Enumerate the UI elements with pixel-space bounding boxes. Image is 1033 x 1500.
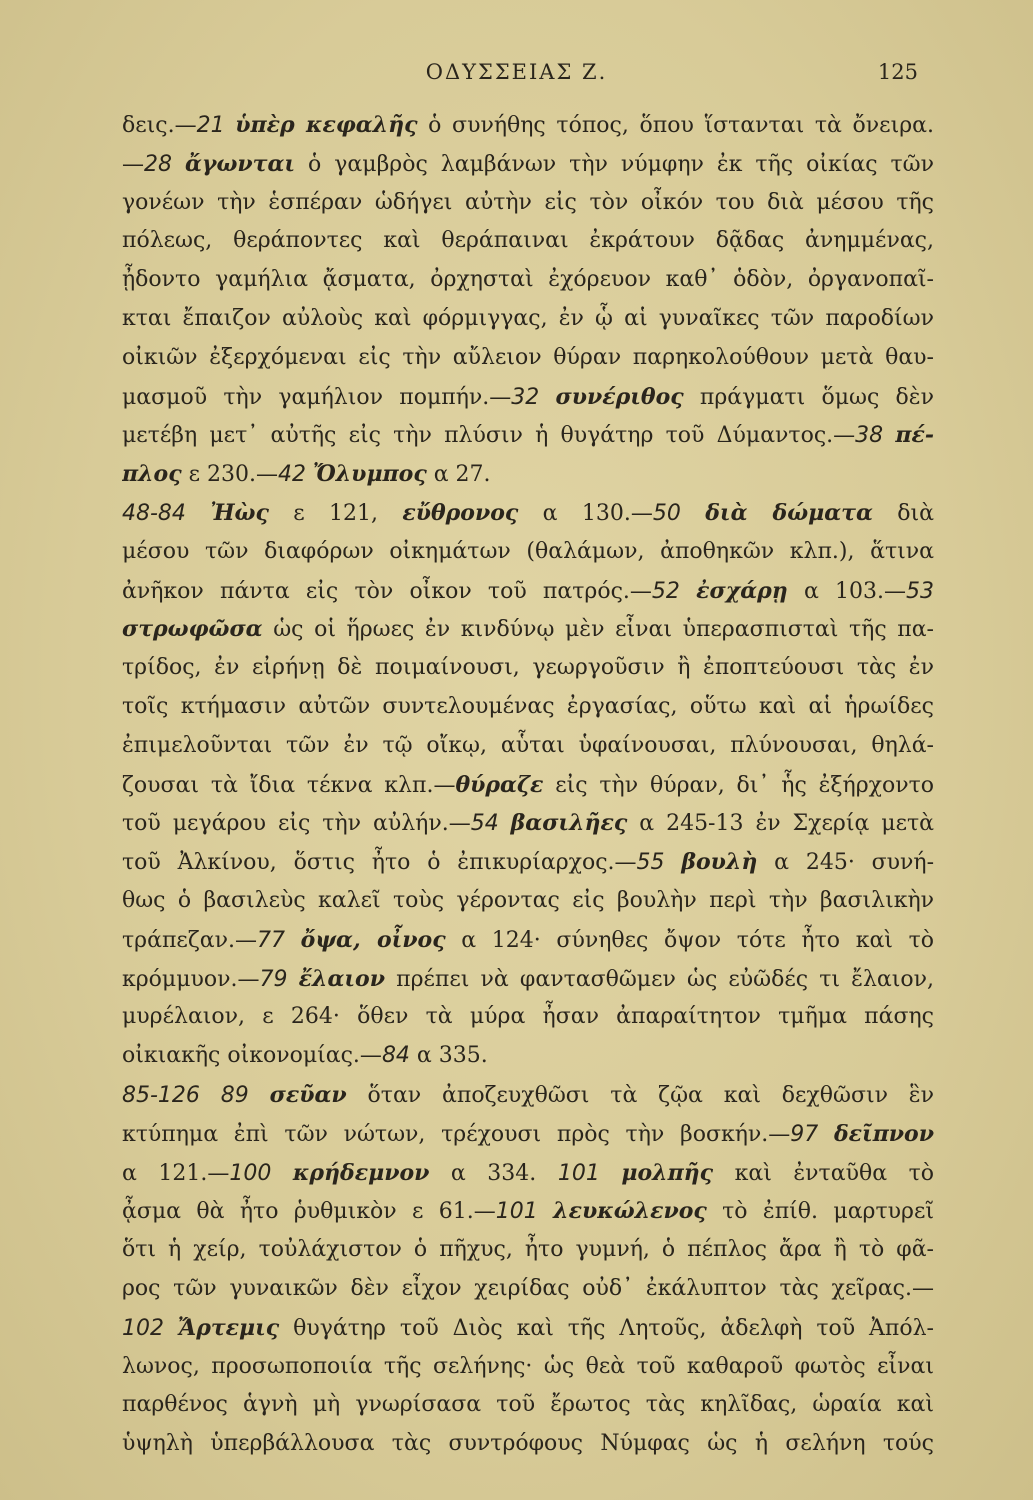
text-line: [122, 804, 934, 843]
text-run: τοῦ Ἀλκίνου, ὅστις ἦτο ὁ ἐπικυρίαρχος.—: [122, 850, 637, 876]
text-run: [539, 385, 555, 410]
text-run: α 121.—: [122, 1160, 230, 1186]
text-run: κται ἔπαιζον αὐλοὺς καὶ φόρμιγγας, ἐν ᾧ αἱ γυναῖκες τῶν παροδίων: [122, 305, 934, 331]
line-reference: 102: [122, 1315, 164, 1341]
lemma-term: διὰ δώματα: [705, 499, 873, 526]
text-line: [122, 1386, 934, 1425]
line-reference: 54: [470, 811, 499, 837]
line-reference: 79: [259, 966, 288, 992]
text-run: πόλεως, θεράποντες καὶ θεράπαιναι ἐκράτουν δᾷδας ἀνημμένας,: [122, 228, 934, 254]
text-line: [122, 455, 934, 494]
text-line: [122, 1115, 934, 1154]
text-run: [600, 1161, 622, 1186]
text-run: θως ὁ βασιλεὺς καλεῖ τοὺς γέροντας εἰς βουλὴν περὶ τὴν βασιλικὴν: [122, 887, 934, 913]
text-run: δεις.—: [122, 113, 197, 138]
lemma-term: ἔλαιον: [298, 965, 385, 992]
text-line: [122, 766, 934, 805]
text-line: [122, 300, 934, 339]
lemma-term: Ἄρτεμις: [177, 1314, 280, 1341]
line-reference: 77: [256, 927, 285, 953]
text-run: ὅταν ἀποζευχθῶσι τὰ ζῷα καὶ δεχθῶσιν ἓν: [346, 1082, 934, 1108]
line-reference: 52: [651, 578, 680, 604]
lemma-term: συνέριθος: [555, 383, 684, 410]
text-run: πρέπει νὰ φαντασθῶμεν ὡς εὐῶδές τι ἔλαιον,: [385, 966, 934, 992]
text-line: [122, 572, 934, 611]
line-reference: 85-126: [122, 1082, 200, 1108]
text-run: γονέων τὴν ἑσπέραν ὡδήγει αὐτὴν εἰς τὸν οἶκόν του διὰ μέσου τῆς: [122, 189, 934, 215]
lemma-term: θύραζε: [455, 771, 544, 798]
text-run: [499, 811, 511, 836]
text-run: μυρέλαιον, ε 264· ὅθεν τὰ μύρα ἦσαν ἀπαραίτητον τμῆμα πάσης: [122, 1004, 934, 1030]
text-run: α 130.—: [518, 500, 653, 526]
lemma-term: δεῖπνον: [834, 1120, 934, 1147]
text-line: [122, 1192, 934, 1231]
text-line: [122, 339, 934, 378]
page-number: 125: [877, 60, 918, 84]
lemma-term: ὑπὲρ κεφαλῆς: [235, 112, 418, 138]
lemma-term: σεῦαν: [269, 1081, 347, 1108]
line-reference: 28: [144, 151, 172, 177]
lemma-term: βουλὴ: [681, 849, 758, 876]
text-line: [122, 843, 934, 882]
text-run: [680, 579, 696, 604]
text-run: [200, 1083, 221, 1108]
text-run: [172, 152, 185, 177]
text-run: οἰκιακῆς οἰκονομίας.—: [122, 1043, 382, 1069]
line-reference: 42: [277, 462, 306, 488]
line-reference: 97: [790, 1121, 819, 1147]
text-run: τοῖς κτήμασιν αὐτῶν συντελουμένας ἐργασίας, οὕτω καὶ αἱ ἡρωίδες: [122, 693, 934, 719]
text-line: [122, 184, 934, 223]
text-line: [122, 145, 934, 184]
text-line: [122, 1309, 934, 1348]
commentary-text: [122, 106, 934, 1464]
line-reference: 53: [906, 578, 934, 604]
text-run: ὅτι ἡ χείρ, τοὐλάχιστον ὁ πῆχυς, ἦτο γυμνή, ὁ πέπλος ἄρα ἢ τὸ φᾶ-: [122, 1237, 934, 1263]
text-line: [122, 261, 934, 300]
text-run: ε 121,: [268, 500, 403, 526]
text-run: τὸ ἐπίθ. μαρτυρεῖ: [706, 1199, 934, 1225]
text-run: μετέβη μετ᾽ αὐτῆς εἰς τὴν πλύσιν ἡ θυγάτηρ τοῦ Δύμαντος.—: [122, 423, 856, 449]
text-run: [285, 928, 301, 953]
lemma-term: στρωφῶσα: [122, 616, 263, 643]
lemma-term: ὄψα, οἶνος: [300, 926, 446, 953]
text-run: καὶ ἐνταῦθα τὸ: [713, 1160, 934, 1186]
text-run: [306, 462, 313, 487]
text-run: ρος τῶν γυναικῶν δὲν εἶχον χειρίδας οὐδ᾽ ἐκάλυπτον τὰς χεῖρας.—: [122, 1275, 934, 1301]
text-run: κρόμμυον.—: [122, 966, 260, 992]
text-run: ὁ γαμβρὸς λαμβάνων τὴν νύμφην ἐκ τῆς οἰκίας τῶν: [295, 151, 934, 177]
text-run: —: [122, 151, 144, 177]
lemma-term: ἄγωνται: [185, 150, 296, 177]
text-run: [225, 113, 236, 138]
text-run: ἐπιμελοῦνται τῶν ἐν τῷ οἴκῳ, αὗται ὑφαίνουσαι, πλύνουσαι, θηλά-: [122, 732, 934, 758]
text-line: [122, 1154, 934, 1193]
text-run: κτύπημα ἐπὶ τῶν νώτων, τρέχουσι πρὸς τὴν βοσκήν.—: [122, 1121, 791, 1147]
text-line: [122, 1037, 934, 1076]
text-run: α 27.: [426, 462, 491, 488]
text-line: [122, 1076, 934, 1115]
text-line: [122, 533, 934, 572]
text-run: [665, 850, 682, 875]
text-run: οἰκιῶν ἐξερχόμεναι εἰς τὴν αὔλειον θύραν παρηκολούθουν μετὰ θαυ-: [122, 344, 934, 370]
line-reference: 50: [652, 500, 681, 526]
text-run: ὁ συνήθης τόπος, ὅπου ἵστανται τὰ ὄνειρα.: [417, 113, 934, 138]
lemma-term: Ὄλυμπος: [312, 461, 427, 488]
line-reference: 38: [855, 423, 884, 449]
line-reference: 48-84: [122, 500, 186, 526]
text-line: [122, 106, 934, 145]
lemma-term: Ἠὼς: [210, 499, 269, 526]
lemma-term: λευκώλενος: [553, 1198, 707, 1225]
text-run: α 103.—: [787, 578, 907, 604]
line-reference: 84: [381, 1043, 410, 1069]
text-line: [122, 727, 934, 766]
line-reference: 89: [220, 1082, 249, 1108]
text-run: ὡς οἱ ἥρωες ἐν κινδύνῳ μὲν εἶναι ὑπερασπισταὶ τῆς πα-: [262, 617, 934, 643]
text-run: α 245-13 ἐν Σχερίᾳ μετὰ: [627, 811, 934, 837]
text-run: α 245· συνή-: [757, 850, 934, 876]
text-run: [164, 1316, 178, 1341]
text-line: [122, 222, 934, 261]
text-line: [122, 688, 934, 727]
text-line: [122, 960, 934, 999]
text-run: ᾆσμα θὰ ἦτο ῥυθμικὸν ε 61.—: [122, 1199, 496, 1225]
text-run: [288, 967, 299, 992]
text-line: [122, 882, 934, 921]
text-run: παρθένος ἁγνὴ μὴ γνωρίσασα τοῦ ἔρωτος τὰς κηλῖδας, ὡραία καὶ: [122, 1392, 934, 1418]
text-run: ᾖδοντο γαμήλια ᾄσματα, ὀρχησταὶ ἐχόρευον καθ᾽ ὁδὸν, ὀργανοπαῖ-: [122, 267, 934, 293]
text-run: [883, 423, 895, 448]
text-line: [122, 921, 934, 960]
lemma-term: κρήδεμνον: [292, 1159, 430, 1186]
text-line: [122, 649, 934, 688]
text-run: [186, 501, 210, 526]
text-run: [681, 501, 705, 526]
text-line: [122, 1231, 934, 1270]
text-line: [122, 998, 934, 1037]
text-run: τράπεζαν.—: [122, 927, 257, 953]
lemma-term: πλος: [122, 461, 182, 488]
text-line: [122, 494, 934, 533]
text-line: [122, 1270, 934, 1309]
line-reference: 100: [229, 1160, 272, 1186]
text-run: εἰς τὴν θύραν, δι᾽ ἧς ἐξήρχοντο: [543, 772, 934, 798]
text-run: λωνος, προσωποποιία τῆς σελήνης· ὡς θεὰ τοῦ καθαροῦ φωτὸς εἶναι: [122, 1353, 934, 1379]
line-reference: 101: [557, 1160, 600, 1186]
text-run: ζουσαι τὰ ἴδια τέκνα κλπ.—: [122, 772, 456, 798]
text-line: [122, 1348, 934, 1387]
text-run: θυγάτηρ τοῦ Διὸς καὶ τῆς Λητοῦς, ἀδελφὴ τοῦ Ἀπόλ-: [279, 1315, 934, 1341]
text-run: ὑψηλὴ ὑπερβάλλουσα τὰς συντρόφους Νύμφας ὡς ἡ σελήνη τούς: [122, 1431, 934, 1457]
running-header: [0, 60, 1033, 90]
lemma-term: πέ-: [895, 422, 934, 449]
text-run: [818, 1122, 834, 1147]
text-line: [122, 416, 934, 455]
text-run: [271, 1161, 293, 1186]
text-run: μέσου τῶν διαφόρων οἰκημάτων (θαλάμων, ἀποθηκῶν κλπ.), ἅτινα: [122, 538, 934, 564]
text-run: τοῦ μεγάρου εἰς τὴν αὐλήν.—: [122, 811, 471, 837]
text-run: [249, 1083, 270, 1108]
text-line: [122, 610, 934, 649]
line-reference: 32: [511, 384, 540, 410]
text-run: [538, 1199, 553, 1224]
text-run: α 335.: [409, 1043, 488, 1069]
line-reference: 21: [196, 113, 225, 138]
lemma-term: εὔθρονος: [402, 499, 519, 526]
text-run: α 334.: [429, 1160, 558, 1186]
text-line: [122, 378, 934, 417]
text-run: διὰ: [872, 500, 934, 526]
text-run: μασμοῦ τὴν γαμήλιον πομπήν.—: [122, 384, 512, 410]
line-reference: 55: [636, 850, 665, 876]
text-run: τρίδος, ἐν εἰρήνῃ δὲ ποιμαίνουσι, γεωργοῦσιν ἢ ἐποπτεύουσι τὰς ἐν: [122, 655, 934, 681]
text-run: ε 230.—: [181, 462, 278, 488]
lemma-term: ἐσχάρῃ: [696, 577, 788, 604]
text-line: [122, 1425, 934, 1464]
lemma-term: βασιλῆες: [510, 810, 628, 837]
lemma-term: μολπῆς: [621, 1159, 714, 1186]
text-run: ἀνῆκον πάντα εἰς τὸν οἶκον τοῦ πατρός.—: [122, 578, 652, 604]
text-run: πράγματι ὅμως δὲν: [683, 384, 934, 410]
line-reference: 101: [495, 1199, 538, 1225]
page-title: ΟΔΥΣΣΕΙΑΣ Ζ.: [425, 60, 608, 84]
text-run: α 124· σύνηθες ὄψον τότε ἦτο καὶ τὸ: [445, 927, 934, 953]
